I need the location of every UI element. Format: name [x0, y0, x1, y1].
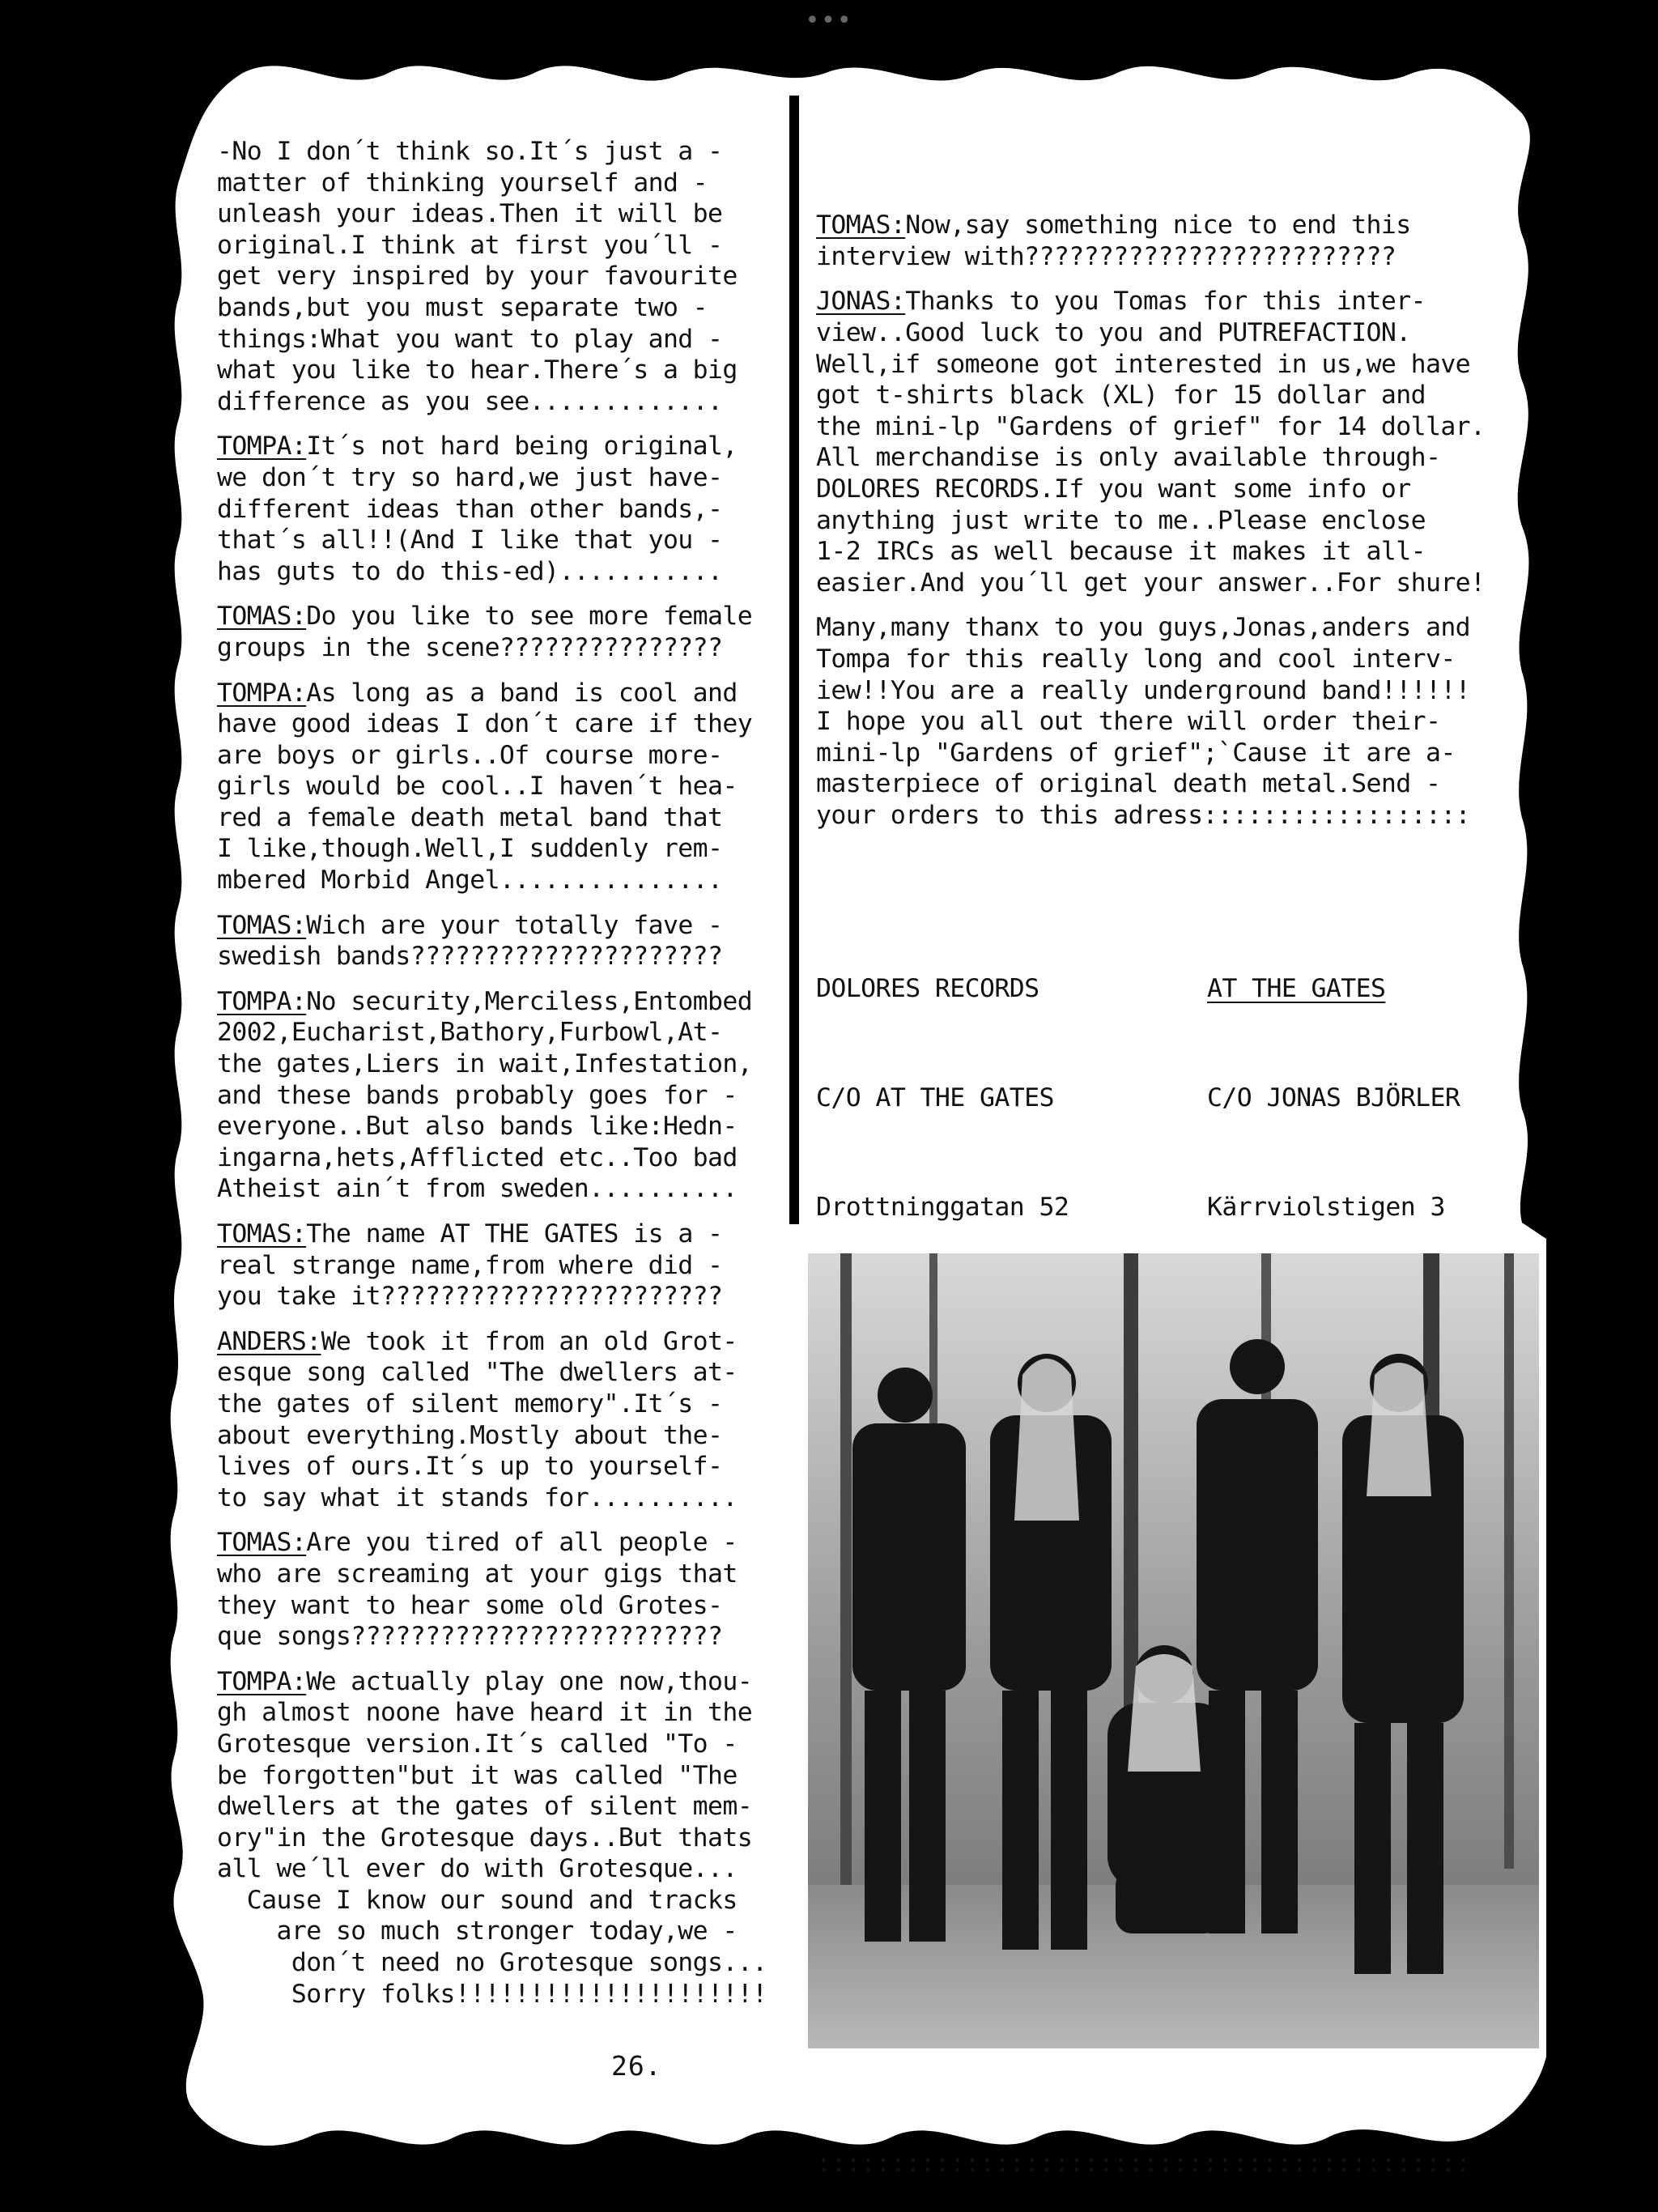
- line-text: dwellers at the gates of silent mem-: [217, 1792, 753, 1822]
- text-line: [816, 536, 1485, 568]
- line-text: We took it from an old Grot-: [321, 1326, 738, 1356]
- text-line: [217, 1420, 767, 1452]
- line-text: swedish bands?????????????????????: [217, 942, 723, 972]
- text-line: [217, 1590, 767, 1622]
- text-line: [217, 1451, 767, 1482]
- line-text: masterpiece of original death metal.Send -: [816, 769, 1441, 799]
- line-text: All merchandise is only available through-: [816, 443, 1441, 473]
- text-line: [217, 941, 767, 972]
- interview-paragraph: [816, 210, 1485, 272]
- line-text: original.I think at first you´ll -: [217, 230, 723, 260]
- line-text: bands,but you must separate two -: [217, 292, 708, 322]
- line-text: about everything.Mostly about the-: [217, 1420, 723, 1450]
- interview-paragraph: [816, 286, 1485, 598]
- line-text: don´t need no Grotesque songs...: [217, 1948, 767, 1978]
- text-line: [217, 1326, 767, 1358]
- text-line: [816, 380, 1485, 411]
- text-line: [217, 1947, 767, 1979]
- speaker-label: TOMPA:: [217, 432, 307, 462]
- text-line: [816, 706, 1485, 738]
- line-text: the gates of silent memory".It´s -: [217, 1389, 723, 1419]
- text-line: [217, 431, 767, 462]
- line-text: Thanks to you Tomas for this inter-: [905, 287, 1426, 317]
- speaker-label: JONAS:: [816, 287, 906, 317]
- text-line: [217, 494, 767, 525]
- speaker-label: TOMAS:: [816, 211, 906, 240]
- speaker-label: TOMPA:: [217, 986, 307, 1016]
- text-line: [217, 1729, 767, 1760]
- line-text: everyone..But also bands like:Hedn-: [217, 1112, 738, 1142]
- line-text: get very inspired by your favourite: [217, 262, 738, 291]
- line-text: No security,Merciless,Entombed: [306, 986, 753, 1016]
- text-line: [217, 1111, 767, 1142]
- line-text: mini-lp "Gardens of grief";`Cause it are a-: [816, 738, 1456, 768]
- text-line: [217, 1853, 767, 1885]
- text-line: [217, 632, 767, 664]
- line-text: the mini-lp "Gardens of grief" for 14 dollar.: [816, 411, 1486, 441]
- text-line: [217, 386, 767, 418]
- address-right-line: Kärrviolstigen 3: [1207, 1193, 1445, 1223]
- text-line: [217, 556, 767, 588]
- line-text: girls would be cool..I haven´t hea-: [217, 772, 738, 802]
- text-line: [816, 241, 1485, 273]
- text-line: [816, 612, 1485, 644]
- column-divider: [789, 96, 799, 1224]
- text-line: [217, 1697, 767, 1729]
- line-text: esque song called "The dwellers at-: [217, 1358, 738, 1388]
- line-text: lives of ours.It´s up to yourself-: [217, 1452, 723, 1482]
- interview-paragraph: [217, 910, 767, 972]
- text-line: [217, 1049, 767, 1080]
- text-line: [217, 910, 767, 942]
- text-line: [217, 324, 767, 355]
- text-line: [217, 708, 767, 740]
- text-line: [217, 601, 767, 632]
- line-text: view..Good luck to you and PUTREFACTION.: [816, 317, 1411, 347]
- line-text: are boys or girls..Of course more-: [217, 740, 723, 770]
- speaker-label: ANDERS:: [217, 1326, 321, 1356]
- line-text: mbered Morbid Angel...............: [217, 866, 723, 895]
- text-line: [217, 1017, 767, 1049]
- text-line: [217, 1250, 767, 1282]
- line-text: 2002,Eucharist,Bathory,Furbowl,At-: [217, 1018, 723, 1048]
- line-text: what you like to hear.There´s a big: [217, 355, 738, 385]
- text-line: [217, 1173, 767, 1205]
- text-line: [217, 230, 767, 262]
- line-text: Atheist ain´t from sweden..........: [217, 1174, 738, 1204]
- speaker-label: TOMPA:: [217, 1666, 307, 1696]
- line-text: gh almost noone have heard it in the: [217, 1698, 753, 1728]
- speaker-label: TOMAS:: [217, 602, 307, 632]
- speaker-label: TOMAS:: [217, 1219, 307, 1249]
- line-text: and these bands probably goes for -: [217, 1080, 738, 1110]
- text-line: [816, 317, 1485, 349]
- text-line: [816, 505, 1485, 537]
- line-text: We actually play one now,thou-: [306, 1666, 753, 1696]
- address-right-line: C/O JONAS BJÖRLER: [1207, 1083, 1460, 1113]
- line-text: As long as a band is cool and: [306, 678, 738, 708]
- speaker-label: TOMAS:: [217, 1528, 307, 1558]
- text-line: [217, 771, 767, 802]
- line-text: real strange name,from where did -: [217, 1250, 723, 1280]
- line-text: Wich are your totally fave -: [306, 910, 723, 940]
- line-text: Now,say something nice to end this: [905, 211, 1411, 240]
- text-line: [217, 802, 767, 834]
- line-text: different ideas than other bands,-: [217, 494, 723, 524]
- text-line: [816, 800, 1485, 832]
- line-text: easier.And you´ll get your answer..For shure!: [816, 568, 1486, 598]
- text-line: [217, 462, 767, 494]
- interview-paragraph: [217, 1666, 767, 2010]
- text-line: [816, 675, 1485, 707]
- text-line: [816, 442, 1485, 474]
- text-line: [217, 1666, 767, 1698]
- line-text: to say what it stands for..........: [217, 1482, 738, 1512]
- text-line: [217, 1482, 767, 1514]
- text-line: [217, 292, 767, 324]
- text-line: [816, 568, 1485, 599]
- text-line: [217, 1389, 767, 1420]
- text-line: [217, 1760, 767, 1792]
- text-line: [816, 286, 1485, 317]
- line-text: anything just write to me..Please enclose: [816, 505, 1426, 535]
- line-text: groups in the scene???????????????: [217, 632, 723, 662]
- interview-paragraph: [217, 1326, 767, 1514]
- line-text: Many,many thanx to you guys,Jonas,anders and: [816, 613, 1471, 643]
- line-text: the gates,Liers in wait,Infestation,: [217, 1049, 753, 1079]
- text-line: [816, 210, 1485, 241]
- line-text: that´s all!!(And I like that you -: [217, 525, 723, 555]
- text-line: [217, 136, 767, 168]
- line-text: are so much stronger today,we -: [217, 1916, 738, 1946]
- interview-paragraph: [217, 1527, 767, 1652]
- interview-paragraph: [217, 986, 767, 1205]
- text-line: [217, 1885, 767, 1916]
- line-text: Well,if someone got interested in us,we have: [816, 349, 1471, 379]
- line-text: Cause I know our sound and tracks: [217, 1885, 738, 1915]
- band-photo: [808, 1253, 1539, 2048]
- line-text: The name AT THE GATES is a -: [306, 1219, 723, 1249]
- text-line: [217, 833, 767, 865]
- line-text: has guts to do this-ed)...........: [217, 556, 723, 586]
- line-text: have good ideas I don´t care if they: [217, 709, 753, 739]
- speaker-label: TOMAS:: [217, 910, 307, 940]
- line-text: we don´t try so hard,we just have-: [217, 462, 723, 492]
- line-text: Sorry folks!!!!!!!!!!!!!!!!!!!!!: [217, 1979, 767, 2009]
- line-text: interview with?????????????????????????: [816, 241, 1397, 271]
- interview-paragraph: [217, 678, 767, 896]
- line-text: unleash your ideas.Then it will be: [217, 199, 723, 229]
- text-line: [816, 474, 1485, 505]
- separator-line: ::::::::::::::::::::::::::::::::::::::::::::: [816, 2149, 1471, 2179]
- text-line: [217, 1219, 767, 1250]
- text-line: [217, 1080, 767, 1112]
- text-line: [217, 986, 767, 1018]
- address-right-line: AT THE GATES: [1207, 973, 1386, 1003]
- text-line: [217, 1979, 767, 2010]
- text-line: [217, 1142, 767, 1174]
- text-line: [217, 1559, 767, 1590]
- line-text: I hope you all out there will order their-: [816, 707, 1441, 737]
- line-text: iew!!You are a really underground band!!!!!!: [816, 675, 1471, 705]
- text-line: [217, 355, 767, 386]
- page-number: 26.: [611, 2050, 662, 2082]
- text-line: [217, 1527, 767, 1559]
- text-line: [217, 168, 767, 199]
- line-text: -No I don´t think so.It´s just a -: [217, 137, 723, 166]
- line-text: red a female death metal band that: [217, 802, 723, 832]
- text-line: [217, 261, 767, 292]
- text-line: [217, 198, 767, 230]
- line-text: difference as you see.............: [217, 386, 723, 416]
- line-text: things:What you want to play and -: [217, 324, 723, 354]
- text-line: [217, 740, 767, 772]
- line-text: ingarna,hets,Afflicted etc..Too bad: [217, 1142, 738, 1172]
- text-line: [217, 525, 767, 556]
- line-text: got t-shirts black (XL) for 15 dollar and: [816, 381, 1426, 410]
- right-paragraphs: [816, 210, 1485, 831]
- line-text: Grotesque version.It´s called "To -: [217, 1729, 738, 1759]
- line-text: matter of thinking yourself and -: [217, 168, 708, 198]
- text-line: [217, 1791, 767, 1823]
- speaker-label: TOMPA:: [217, 678, 307, 708]
- text-line: [217, 1357, 767, 1389]
- text-line: [217, 1621, 767, 1653]
- line-text: It´s not hard being original,: [306, 432, 738, 462]
- interview-paragraph: [217, 1219, 767, 1312]
- line-text: your orders to this adress::::::::::::::::::: [816, 800, 1471, 830]
- text-line: [816, 768, 1485, 800]
- line-text: Do you like to see more female: [306, 602, 753, 632]
- left-column: [217, 136, 767, 2023]
- line-text: you take it???????????????????????: [217, 1282, 723, 1312]
- address-left-line: DOLORES RECORDS: [816, 973, 1039, 1003]
- window-dots: •••: [805, 6, 853, 35]
- line-text: 1-2 IRCs as well because it makes it all-: [816, 537, 1426, 567]
- text-line: [816, 349, 1485, 381]
- interview-paragraph: [217, 431, 767, 587]
- line-text: I like,though.Well,I suddenly rem-: [217, 834, 723, 864]
- text-line: [217, 865, 767, 896]
- line-text: ory"in the Grotesque days..But thats: [217, 1823, 753, 1853]
- text-line: [217, 678, 767, 709]
- line-text: Are you tired of all people -: [306, 1528, 738, 1558]
- interview-paragraph: [217, 136, 767, 417]
- line-text: que songs?????????????????????????: [217, 1622, 723, 1652]
- line-text: all we´ll ever do with Grotesque...: [217, 1854, 738, 1884]
- text-line: [217, 1281, 767, 1312]
- line-text: they want to hear some old Grotes-: [217, 1590, 723, 1620]
- line-text: Tompa for this really long and cool interv-: [816, 644, 1456, 674]
- interview-paragraph: [217, 601, 767, 663]
- text-line: [816, 411, 1485, 443]
- line-text: who are screaming at your gigs that: [217, 1559, 738, 1589]
- line-text: DOLORES RECORDS.If you want some info or: [816, 474, 1411, 504]
- text-line: [217, 1823, 767, 1854]
- address-left-line: C/O AT THE GATES: [816, 1083, 1054, 1113]
- line-text: be forgotten"but it was called "The: [217, 1760, 738, 1790]
- text-line: [217, 1916, 767, 1947]
- interview-paragraph: [816, 612, 1485, 831]
- address-left-line: Drottninggatan 52: [816, 1193, 1069, 1223]
- text-line: [816, 738, 1485, 769]
- text-line: [816, 644, 1485, 675]
